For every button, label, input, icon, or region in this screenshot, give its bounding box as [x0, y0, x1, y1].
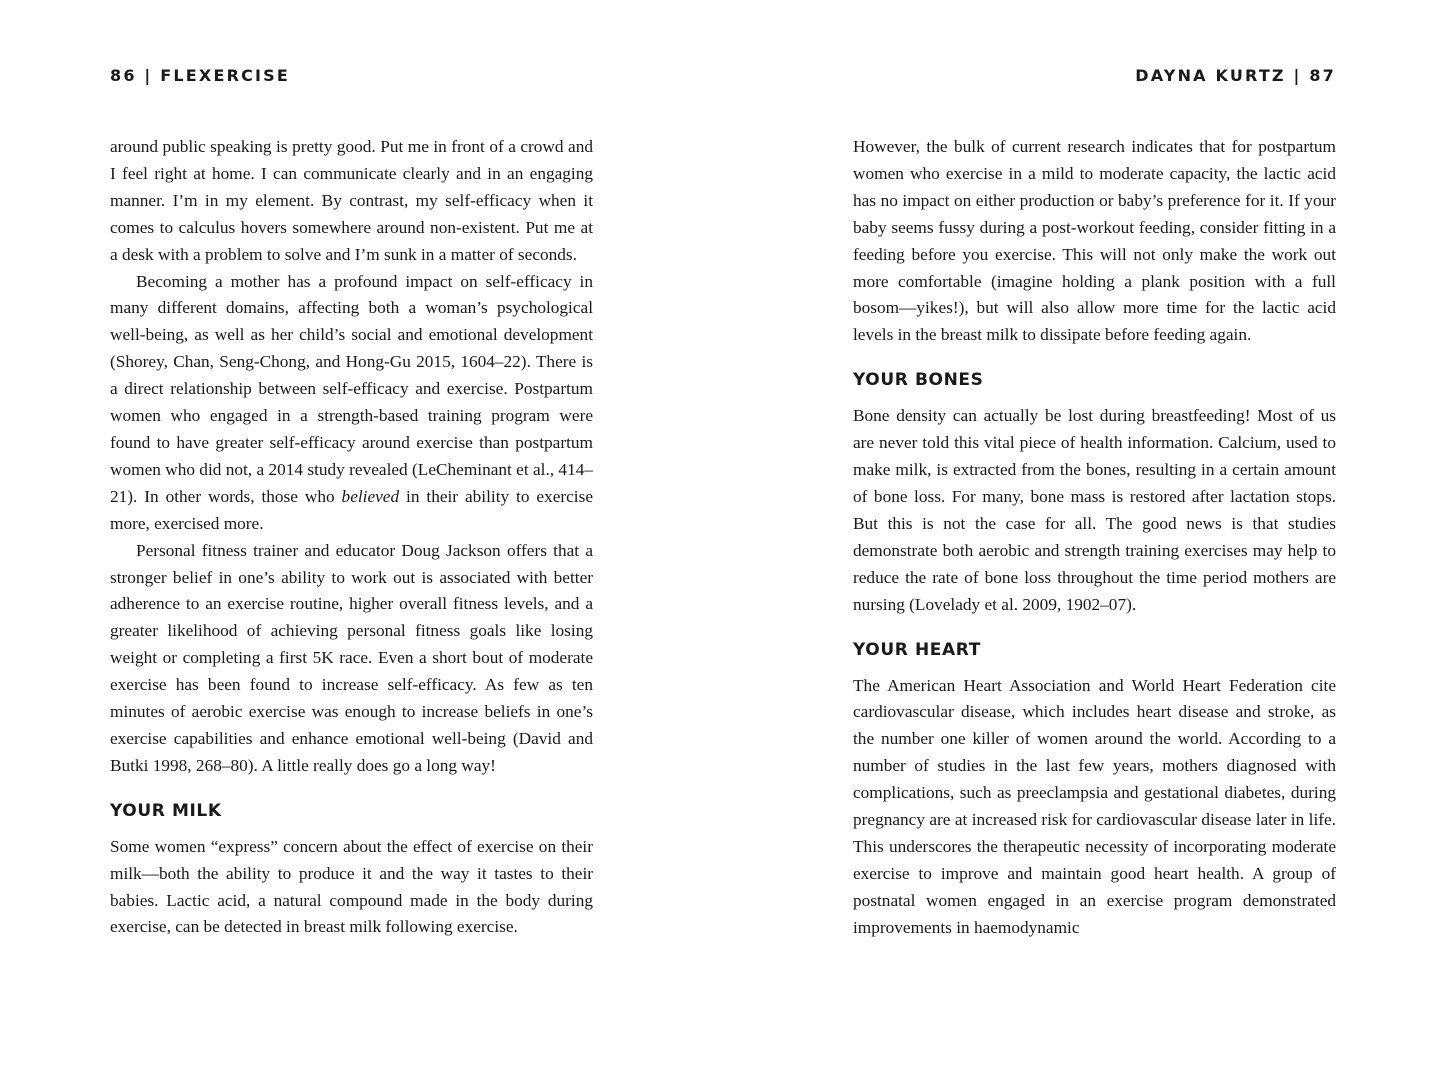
- heading-your-bones: YOUR BONES: [853, 370, 984, 391]
- right-paragraph-1: However, the bulk of current research indicates that for postpartum women who exercise in a mild to moderate capacity, the lactic acid has no impact on either production or baby’s preference for it. If your baby seems fussy during a post-workout feeding, consider fitting in a feeding before you exercise. This will not only make the work out more comfortable (imagine holding a plank position with a full bosom—yikes!), but will also allow more time for the lactic acid levels in the breast milk to dissipate before feeding again.: [853, 137, 1336, 345]
- heading-your-heart: YOUR HEART: [853, 639, 981, 660]
- left-paragraph-2-text-b: in their ability to exercise more, exercised more.: [110, 486, 593, 533]
- left-running-head: 86 | FLEXERCISE: [110, 66, 291, 85]
- left-paragraph-2: [110, 269, 593, 538]
- left-page-body: [110, 134, 593, 941]
- right-paragraph-2: Bone density can actually be lost during breastfeeding! Most of us are never told this vital piece of health information. Calcium, used to make milk, is extracted from the bones, resulting in a certain amount of bone loss. For many, bone mass is restored after lactation stops. But this is not the case for all. The good news is that studies demonstrate both aerobic and strength training exercises may help to reduce the rate of bone loss throughout the time period mothers are nursing (Lovelady et al. 2009, 1902–07).: [853, 406, 1336, 614]
- right-page-body: [853, 134, 1336, 942]
- left-paragraph-4: Some women “express” concern about the effect of exercise on their milk—both the ability to produce it and the way it tastes to their babies. Lactic acid, a natural compound made in the body during exercise, can be detected in breast milk following exercise.: [110, 836, 593, 937]
- right-running-head: DAYNA KURTZ | 87: [1135, 66, 1336, 85]
- left-paragraph-2-emphasis: believed: [341, 486, 400, 506]
- left-paragraph-1: around public speaking is pretty good. Put me in front of a crowd and I feel right at home. I can communicate clearly and in an engaging manner. I’m in my element. By contrast, my self-efficacy when it comes to calculus hovers somewhere around non-existent. Put me at a desk with a problem to solve and I’m sunk in a matter of seconds.: [110, 137, 593, 264]
- left-paragraph-3: Personal fitness trainer and educator Doug Jackson offers that a stronger belief in one’s ability to work out is associated with better adherence to an exercise routine, higher overall fitness levels, and a greater likelihood of achieving personal fitness goals like losing weight or completing a first 5K race. Even a short bout of moderate exercise has been found to increase self-efficacy. As few as ten minutes of aerobic exercise was enough to increase beliefs in one’s exercise capabilities and enhance emotional well-being (David and Butki 1998, 268–80). A little really does go a long way!: [110, 540, 593, 775]
- left-paragraph-2-text-a: Becoming a mother has a profound impact on self-efficacy in many different domains, affecting both a woman’s psychological well-being, as well as her child’s social and emotional development (Shorey, Chan, Seng-Chong, and Hong-Gu 2015, 1604–22). There is a direct relationship between self-efficacy and exercise. Postpartum women who engaged in a strength-based training program were found to have greater self-efficacy around exercise than postpartum women who did not, a 2014 study revealed (LeCheminant et al., 414–21). In other words, those who: [110, 271, 593, 506]
- right-paragraph-3: The American Heart Association and World Heart Federation cite cardiovascular disease, which includes heart disease and stroke, as the number one killer of women around the world. According to a number of studies in the last few years, mothers diagnosed with complications, such as preeclampsia and gestational diabetes, during pregnancy are at increased risk for cardiovascular disease later in life. This underscores the therapeutic necessity of incorporating moderate exercise to improve and maintain good heart health. A group of postnatal women engaged in an exercise program demonstrated improvements in haemodynamic: [853, 675, 1336, 937]
- heading-your-milk: YOUR MILK: [110, 800, 222, 821]
